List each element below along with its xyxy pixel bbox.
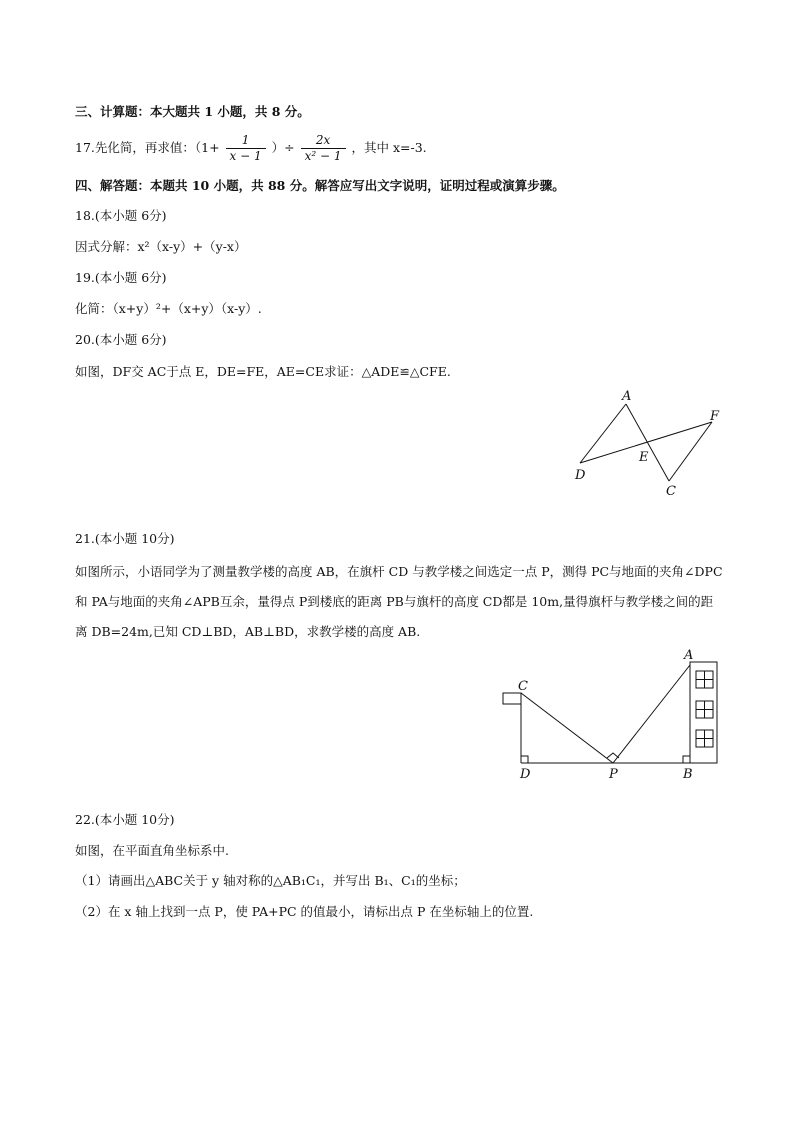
label-A: A: [622, 389, 632, 404]
q18-body: 因式分解：x²（x-y）+（y-x）: [75, 239, 247, 254]
label-C: C: [518, 679, 528, 694]
label-F: F: [710, 409, 720, 424]
q20-body: 如图，DF交 AC于点 E，DE=FE，AE=CE求证：△ADE≌△CFE.: [75, 364, 451, 379]
q22-header: 22.(本小题 10分): [75, 812, 175, 827]
segment-PA: [613, 665, 690, 763]
q18-header: 18.(本小题 6分): [75, 208, 167, 223]
q22-part-1: （1）请画出△ABC关于 y 轴对称的△AB₁C₁，并写出 B₁、C₁的坐标；: [75, 873, 466, 888]
q17-frac2-numerator: 2x: [301, 133, 346, 149]
q21-body: 如图所示，小语同学为了测量教学楼的高度 AB，在旗杆 CD 与教学楼之间选定一点 P，测得 PC与地面的夹角∠DPC和 PA与地面的夹角∠APB互余，量得点 P到楼底的距离 PB与旗杆的高度 CD都是 10m,量得旗杆与教学楼之间的距离 DB=24m,已知 CD⊥BD，AB⊥BD，求教学楼的高度 AB.: [75, 564, 723, 639]
label-B: B: [683, 767, 693, 782]
q21-header: 21.(本小题 10分): [75, 531, 175, 546]
label-C: C: [666, 484, 676, 499]
q20-figure: [565, 385, 735, 500]
q17-frac2-denominator: x² − 1: [304, 149, 342, 163]
segment-FC: [669, 422, 712, 481]
section-4-heading: 四、解答题：本题共 10 小题，共 88 分。解答应写出文字说明，证明过程或演算步骤。: [75, 178, 565, 193]
right-angle-B: [683, 756, 690, 763]
q22-part-2: （2）在 x 轴上找到一点 P，使 PA+PC 的值最小，请标出点 P 在坐标轴上的位置.: [75, 904, 534, 919]
window-3: [696, 730, 713, 747]
q21-figure: [495, 645, 730, 785]
q19-header: 19.(本小题 6分): [75, 270, 167, 285]
q17-text-post: ，其中 x=-3.: [351, 140, 427, 155]
q17-fraction-1: [226, 133, 266, 164]
segment-CP: [521, 693, 613, 763]
window-1: [696, 671, 713, 688]
flag-shape: [503, 693, 521, 704]
segment-AD: [580, 404, 626, 463]
q17-fraction-2: [301, 133, 346, 164]
window-2: [696, 701, 713, 718]
section-3-heading: 三、计算题：本大题共 1 小题，共 8 分。: [75, 104, 310, 119]
label-P: P: [609, 767, 618, 782]
q22-intro: 如图，在平面直角坐标系中.: [75, 843, 229, 858]
q20-header: 20.(本小题 6分): [75, 332, 167, 347]
question-17: [75, 131, 427, 165]
q17-text-mid: ）÷: [271, 140, 295, 155]
q17-frac1-denominator: x − 1: [229, 149, 262, 163]
q17-text-pre: 17.先化简，再求值：（1+: [75, 140, 220, 155]
label-D: D: [575, 468, 586, 483]
q19-body: 化简：（x+y）²+（x+y）（x-y）.: [75, 301, 262, 316]
label-D: D: [520, 767, 531, 782]
q17-frac1-numerator: 1: [226, 133, 266, 149]
label-A: A: [684, 648, 694, 663]
label-E: E: [639, 450, 649, 465]
right-angle-D: [521, 756, 528, 763]
